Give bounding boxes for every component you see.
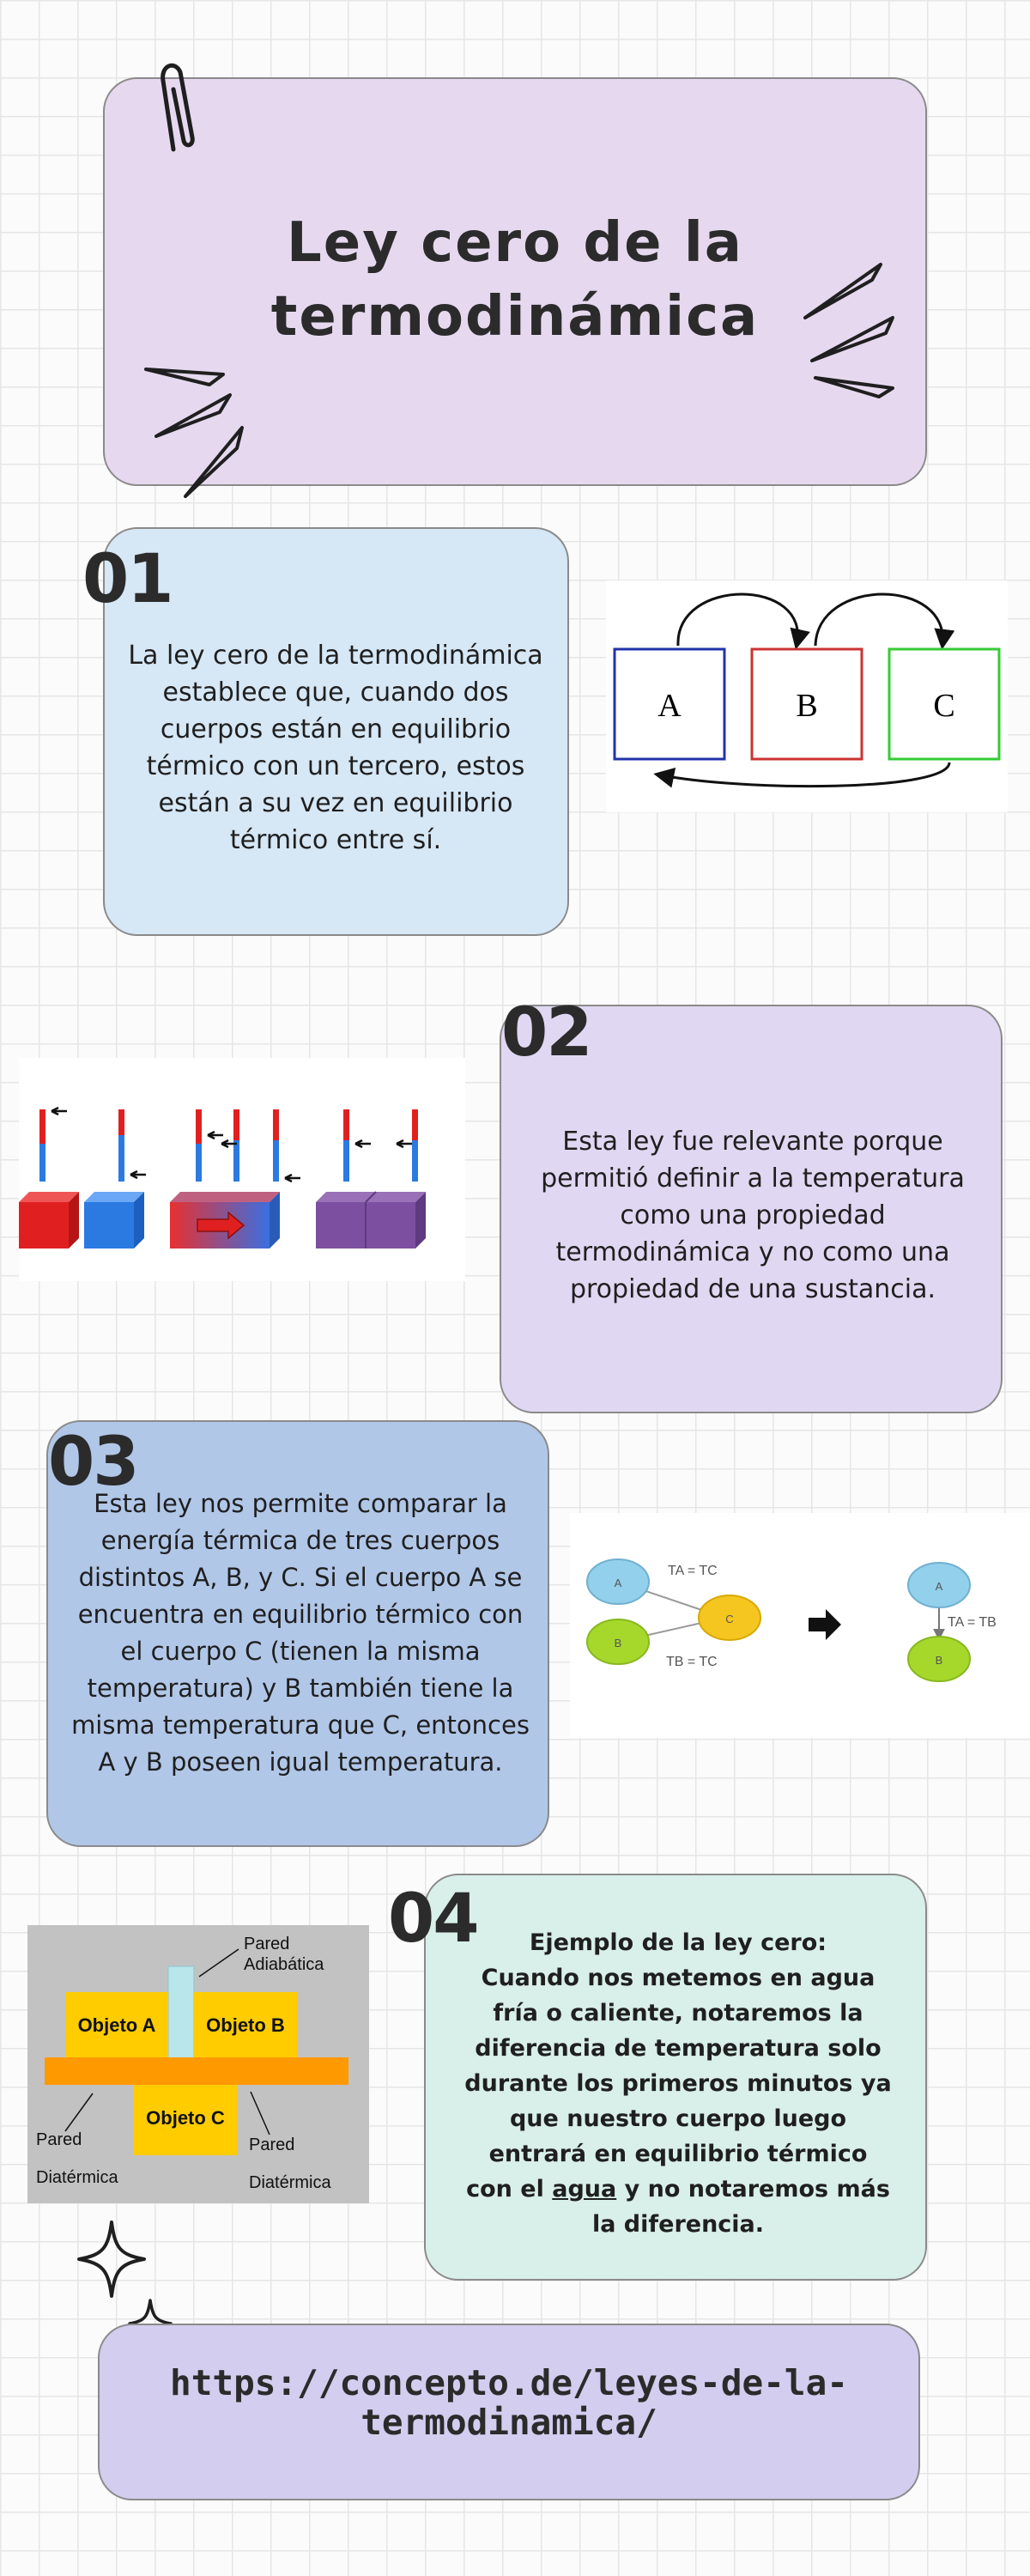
right-arrow-icon [809,1609,841,1640]
burst-lines-left-icon [137,359,258,505]
object-b-label: Objeto B [206,2014,285,2036]
circle-b-equal-label: B [935,1654,943,1667]
agua-link[interactable]: agua [552,2176,617,2202]
thermometer-6 [343,1109,371,1182]
section-03-number: 03 [48,1424,138,1501]
block-cold [84,1192,144,1249]
section-04-text [464,1925,893,2242]
thermometer-5 [273,1109,300,1182]
box-c-label: C [933,688,955,724]
section-02-text: Esta ley fue relevante porque permitió definir a la temperatura como una propiedad termodinámica y no como una propiedad de una sustancia. [541,1127,965,1304]
eq-ac: TA = TC [668,1564,718,1578]
circle-b-label: B [614,1637,622,1649]
diathermic-left-label-1: Pared [36,2130,82,2149]
section-03-text: Esta ley nos permite comparar la energía térmica de tres cuerpos distintos A, B, y C. Si el cuerpo A se encuentra en equilibrio térmico con el cuerpo C (tienen la misma temperatura) y B también tiene la misma temperatura que C, entonces A y B poseen igual temperatura. [71,1489,530,1777]
section-02-number: 02 [501,994,591,1072]
object-c-label: Objeto C [146,2107,225,2129]
paperclip-icon [148,55,216,158]
box-b-label: B [796,688,818,724]
section-04-body-before: Cuando nos metemos en agua fría o caliente, notaremos la diferencia de temperatura solo durante los primeros minutos ya que nuestro cuerpo luego entrará en equilibrio térmico con el [464,1965,892,2202]
circle-c-label: C [725,1613,734,1625]
thermometer-1 [39,1108,67,1182]
abc-diagram [606,580,1008,812]
section-01-text: La ley cero de la termodinámica establece que, cuando dos cuerpos están en equilibrio térmico con un tercero, estos están a su vez en equilibrio térmico entre sí. [128,641,543,855]
section-01-number: 01 [82,541,173,618]
section-04-body-after: y no notaremos más la diferencia. [591,2176,890,2238]
walls-diagram [27,1925,369,2203]
adiabatic-label-2: Adiabática [244,1955,324,1974]
thermometer-7 [397,1109,418,1182]
thermometer-2 [118,1109,146,1182]
circles-diagram [570,1513,1030,1738]
diathermic-right-label-2: Diatérmica [249,2173,331,2192]
burst-lines-right-icon [797,258,900,404]
sparkle-large-icon [76,2219,148,2300]
section-04-title: Ejemplo de la ley cero: [529,1929,827,1956]
page-title: Ley cero de la termodinámica [270,211,760,349]
object-a-label: Objeto A [77,2014,156,2036]
circle-a-label: A [614,1577,622,1589]
box-a-label: A [657,688,682,724]
thermometer-4 [221,1109,239,1182]
adiabatic-label-1: Pared [244,1935,290,1953]
eq-ab: TA = TB [948,1615,997,1630]
section-04-number: 04 [388,1880,478,1958]
diathermic-wall [45,2057,348,2085]
diathermic-right-label-1: Pared [249,2136,295,2154]
block-equilibrium [316,1192,426,1249]
thermometer-blocks-illustration [19,1058,465,1281]
thermometer-3 [196,1109,223,1182]
block-hot [19,1192,79,1249]
source-link[interactable]: https://concepto.de/leyes-de-la- termodinamica/ [170,2362,848,2443]
block-mixing [170,1192,280,1249]
diathermic-left-label-2: Diatérmica [36,2168,118,2187]
eq-bc: TB = TC [666,1655,718,1669]
circle-a-equal-label: A [935,1580,943,1593]
